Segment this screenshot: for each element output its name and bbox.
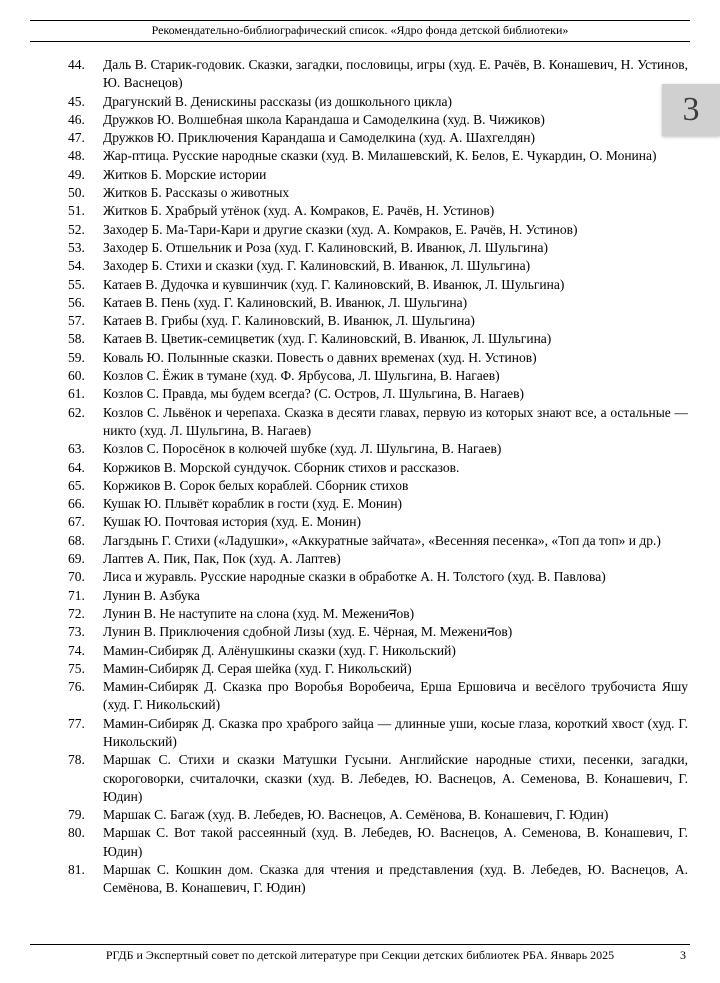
list-item [68,385,688,403]
running-footer [30,944,690,963]
list-item [68,93,688,111]
list-item [68,56,688,93]
item-text: Житков Б. Храбрый утёнок (худ. А. Комраков, Е. Рачёв, Н. Устинов) [103,203,495,219]
list-item [68,367,688,385]
item-text: Лаптев А. Пик, Пак, Пок (худ. А. Лаптев) [103,551,341,567]
list-item [68,294,688,312]
item-text: Маршак С. Стихи и сказки Матушки Гусыни. Английские народные стихи, песенки, загадки, скороговорки, считалочки, сказки (худ. В. Лебедев, Ю. Васнецов, А. Семенова, В. Конашевич, Г. Юдин) [103,752,688,804]
item-number: 63. [68,441,85,457]
item-text: Житков Б. Морские истории [103,166,267,182]
item-text: Катаев В. Цветик-семицветик (худ. Г. Калиновский, В. Иванюк, Л. Шульгина) [103,331,552,347]
list-item [68,660,688,678]
list-item [68,550,688,568]
item-text: Катаев В. Пень (худ. Г. Калиновский, В. Иванюк, Л. Шульгина) [103,294,468,310]
item-number: 45. [68,93,85,109]
item-number: 57. [68,313,85,329]
item-text: Кушак Ю. Почтовая история (худ. Е. Монин) [103,514,361,530]
list-item [68,129,688,147]
item-text: Лунин В. Не наступите на слона (худ. М. Межениनов) [103,605,415,621]
header-title: Рекомендательно-библиографический список. «Ядро фонда детской библиотеки» [151,23,569,37]
item-number: 49. [68,166,85,182]
item-number: 68. [68,532,85,548]
list-item [68,111,688,129]
item-text: Козлов С. Поросёнок в колючей шубке (худ. Л. Шульгина, В. Нагаев) [103,441,502,457]
item-number: 54. [68,258,85,274]
list-item [68,715,688,752]
list-item [68,678,688,715]
item-number: 51. [68,203,85,219]
list-item [68,239,688,257]
item-number: 69. [68,551,85,567]
item-text: Коваль Ю. Полынные сказки. Повесть о давних временах (худ. Н. Устинов) [103,349,537,365]
item-text: Заходер Б. Ма-Тари-Кари и другие сказки (худ. А. Комраков, Е. Рачёв, Н. Устинов) [103,221,578,237]
list-item [68,166,688,184]
list-item [68,532,688,550]
item-number: 71. [68,587,85,603]
item-text: Мамин-Сибиряк Д. Сказка про Воробья Воробеича, Ерша Ершовича и весёлого трубочиста Яшу (худ. Г. Никольский) [103,679,688,713]
list-item [68,642,688,660]
item-number: 62. [68,404,85,420]
list-item [68,312,688,330]
item-text: Катаев В. Грибы (худ. Г. Калиновский, В. Иванюк, Л. Шульгина) [103,313,475,329]
item-text: Дружков Ю. Волшебная школа Карандаша и Самоделкина (худ. В. Чижиков) [103,111,545,127]
item-text: Даль В. Старик-годовик. Сказки, загадки, пословицы, игры (худ. Е. Рачёв, В. Конашевич, Н. Устинов, Ю. Васнецов) [103,57,688,91]
list-item [68,623,688,641]
item-text: Кушак Ю. Плывёт кораблик в гости (худ. Е. Монин) [103,496,403,512]
item-number: 58. [68,331,85,347]
item-number: 47. [68,130,85,146]
item-text: Лунин В. Азбука [103,587,200,603]
item-number: 61. [68,386,85,402]
bibliography-list [68,56,688,939]
list-item [68,495,688,513]
list-item [68,202,688,220]
item-text: Заходер Б. Стихи и сказки (худ. Г. Калиновский, В. Иванюк, Л. Шульгина) [103,258,531,274]
list-item [68,459,688,477]
item-number: 78. [68,752,85,768]
item-number: 77. [68,715,85,731]
list-item [68,221,688,239]
item-text: Дружков Ю. Приключения Карандаша и Самоделкина (худ. А. Шахгелдян) [103,130,535,146]
list-item [68,568,688,586]
item-text: Лунин В. Приключения сдобной Лизы (худ. Е. Чёрная, М. Межениनов) [103,624,513,640]
list-item [68,587,688,605]
item-text: Лиса и журавль. Русские народные сказки в обработке А. Н. Толстого (худ. В. Павлова) [103,569,606,585]
list-item [68,513,688,531]
item-number: 48. [68,148,85,164]
page-indicator-number: 3 [682,91,700,128]
item-number: 46. [68,111,85,127]
item-number: 76. [68,679,85,695]
list-item [68,861,688,898]
list-item [68,349,688,367]
list-item [68,440,688,458]
item-text: Коржиков В. Сорок белых кораблей. Сборник стихов [103,477,409,493]
item-text: Лагздынь Г. Стихи («Ладушки», «Аккуратные зайчата», «Весенняя песенка», «Топ да топ» и др.) [103,532,661,548]
list-item [68,404,688,441]
item-number: 72. [68,605,85,621]
item-number: 80. [68,825,85,841]
item-text: Заходер Б. Отшельник и Роза (худ. Г. Калиновский, В. Иванюк, Л. Шульгина) [103,239,548,255]
item-number: 50. [68,185,85,201]
item-number: 75. [68,660,85,676]
list-item [68,605,688,623]
running-header [30,20,690,42]
item-text: Маршак С. Вот такой рассеянный (худ. В. Лебедев, Ю. Васнецов, А. Семенова, В. Конашевич, Г. Юдин) [103,825,688,859]
item-text: Мамин-Сибиряк Д. Сказка про храброго зайца — длинные уши, косые глаза, короткий хвост (худ. Г. Никольский) [103,715,688,749]
list-item [68,330,688,348]
item-number: 79. [68,807,85,823]
item-text: Козлов С. Ёжик в тумане (худ. Ф. Ярбусова, Л. Шульгина, В. Нагаев) [103,368,500,384]
footer-page-number: 3 [680,948,686,962]
list-item [68,276,688,294]
item-number: 66. [68,496,85,512]
item-number: 59. [68,349,85,365]
item-number: 60. [68,368,85,384]
item-text: Житков Б. Рассказы о животных [103,185,290,201]
list-item [68,806,688,824]
list-item [68,184,688,202]
item-number: 64. [68,459,85,475]
item-number: 73. [68,624,85,640]
list-item [68,257,688,275]
item-text: Мамин-Сибиряк Д. Алёнушкины сказки (худ. Г. Никольский) [103,642,456,658]
page-indicator-overlay [662,84,720,136]
item-text: Жар-птица. Русские народные сказки (худ. В. Милашевский, К. Белов, Е. Чукардин, О. Монина) [103,148,657,164]
item-number: 55. [68,276,85,292]
list-item [68,751,688,806]
item-number: 53. [68,239,85,255]
item-number: 52. [68,221,85,237]
list-item [68,477,688,495]
item-number: 67. [68,514,85,530]
item-text: Маршак С. Багаж (худ. В. Лебедев, Ю. Васнецов, А. Семёнова, В. Конашевич, Г. Юдин) [103,807,609,823]
item-text: Мамин-Сибиряк Д. Серая шейка (худ. Г. Никольский) [103,660,412,676]
item-text: Драгунский В. Денискины рассказы (из дошкольного цикла) [103,93,453,109]
item-text: Козлов С. Правда, мы будем всегда? (С. Остров, Л. Шульгина, В. Нагаев) [103,386,524,402]
item-text: Козлов С. Львёнок и черепаха. Сказка в десяти главах, первую из которых знают все, а остальные — никто (худ. Л. Шульгина, В. Нагаев) [103,404,688,438]
list-item [68,147,688,165]
item-text: Катаев В. Дудочка и кувшинчик (худ. Г. Калиновский, В. Иванюк, Л. Шульгина) [103,276,565,292]
item-text: Коржиков В. Морской сундучок. Сборник стихов и рассказов. [103,459,460,475]
item-number: 81. [68,862,85,878]
item-number: 70. [68,569,85,585]
list-item [68,824,688,861]
item-number: 65. [68,477,85,493]
item-number: 56. [68,294,85,310]
item-number: 44. [68,57,85,72]
item-number: 74. [68,642,85,658]
footer-text: РГДБ и Экспертный совет по детской литературе при Секции детских библиотек РБА. Январь 2025 [105,948,615,962]
item-text: Маршак С. Кошкин дом. Сказка для чтения и представления (худ. В. Лебедев, Ю. Васнецов, А. Семёнова, В. Конашевич, Г. Юдин) [103,862,688,896]
